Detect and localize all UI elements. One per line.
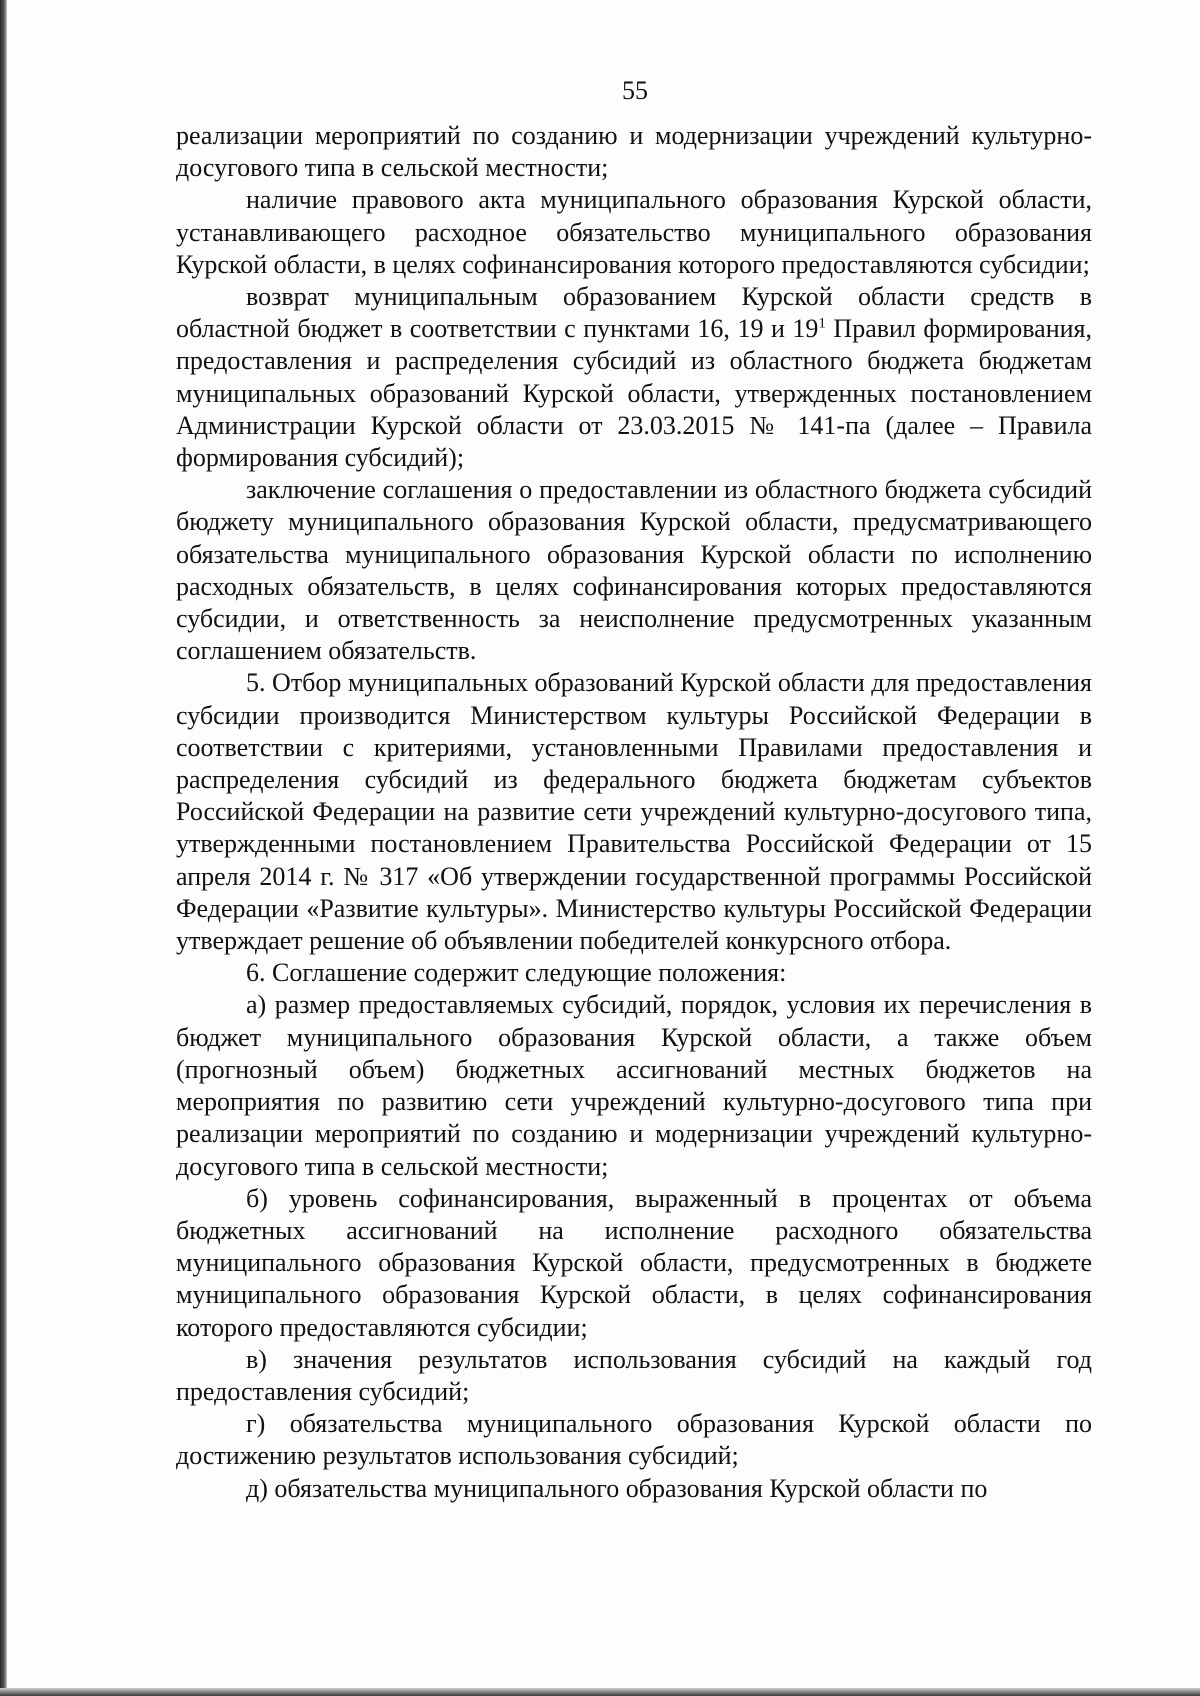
paragraph: д) обязательства муниципального образования Курской области по bbox=[246, 1473, 988, 1503]
paragraph: 5. Отбор муниципальных образований Курской области для предоставления субсидии производится Министерством культуры Российской Федерации в соответствии с критериями, установленными Правилами предоставления и распределения субсидий из федерального бюджета бюджетам субъектов Российской Федерации на развитие сети учреждений культурно-досугового типа, утвержденными постановлением Правительства Российской Федерации от 15 апреля 2014 г. № 317 «Об утверждении государственной программы Российской Федерации «Развитие культуры». Министерство культуры Российской Федерации утверждает решение об объявлении победителей конкурсного отбора. bbox=[176, 668, 1092, 956]
paragraph: реализации мероприятий по созданию и модернизации учреждений культурно-досугового типа в сельской местности; bbox=[176, 121, 1092, 183]
paragraph: б) уровень софинансирования, выраженный в процентах от объема бюджетных ассигнований на исполнение расходного обязательства муниципального образования Курской области, предусмотренных в бюджете муниципального образования Курской области, в целях софинансирования которого предоставляются субсидии; bbox=[176, 1183, 1092, 1342]
paragraph: 6. Соглашение содержит следующие положения: bbox=[246, 958, 787, 988]
paragraph: наличие правового акта муниципального образования Курской области, устанавливающего расходное обязательство муниципального образования Курской области, в целях софинансирования которого предоставляются субсидии; bbox=[176, 185, 1092, 279]
paragraph-text: Правил формирования, предоставления и распределения субсидий из областного бюджета бюджетам муниципальных образований Курской области, утвержденных постановлением Администрации Курской области от 23.03.2015 № 141-па (далее – Правила формирования субсидий); bbox=[176, 314, 1092, 473]
superscript: 1 bbox=[818, 315, 826, 332]
paragraph: заключение соглашения о предоставлении из областного бюджета субсидий бюджету муниципального образования Курской области, предусматривающего обязательства муниципального образования Курской области по исполнению расходных обязательств, в целях софинансирования которых предоставляются субсидии, и ответственность за неисполнение предусмотренных указанным соглашением обязательств. bbox=[176, 475, 1092, 666]
paragraph bbox=[176, 281, 1092, 474]
paragraph: а) размер предоставляемых субсидий, порядок, условия их перечисления в бюджет муниципального образования Курской области, а также объем (прогнозный объем) бюджетных ассигнований местных бюджетов на мероприятия по развитию сети учреждений культурно-досугового типа при реализации мероприятий по созданию и модернизации учреждений культурно-досугового типа в сельской местности; bbox=[176, 990, 1092, 1181]
scan-edge-left bbox=[0, 0, 7, 1696]
paragraph: в) значения результатов использования субсидий на каждый год предоставления субсидий; bbox=[176, 1344, 1092, 1406]
paragraph-text: возврат муниципальным образованием Курской области средств в областной бюджет в соответствии с пунктами 16, 19 и 19 bbox=[176, 282, 1092, 344]
scan-edge-bottom bbox=[0, 1688, 1200, 1696]
page-number: 55 bbox=[622, 76, 648, 105]
document-body bbox=[176, 120, 1092, 1505]
paragraph: г) обязательства муниципального образования Курской области по достижению результатов использования субсидий; bbox=[176, 1409, 1092, 1471]
